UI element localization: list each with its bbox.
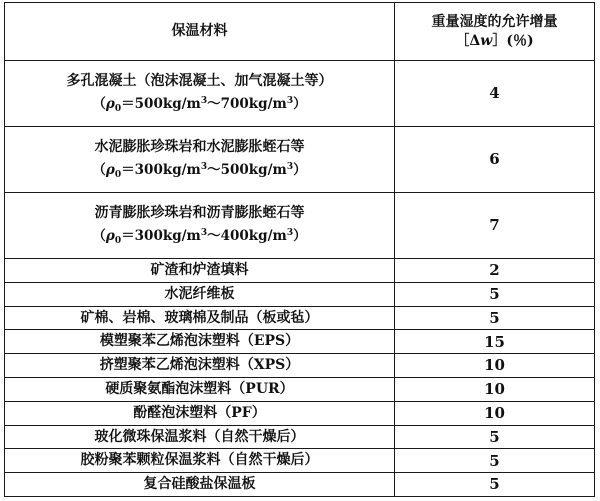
table-header-row [5, 3, 595, 61]
table-row [5, 127, 595, 193]
increment-value: 4 [395, 61, 595, 127]
material-name: 复合硅酸盐保温板 [5, 473, 395, 497]
material-cell [5, 193, 395, 259]
density-formula: $(\rho_0=300kg/m^3\sim 400kg/m^3)$ [92, 227, 307, 246]
table-row [5, 193, 595, 259]
material-name: 胶粉聚苯颗粒保温浆料（自然干燥后） [5, 449, 395, 473]
table-row [5, 401, 595, 425]
table-row [5, 61, 595, 127]
table-row [5, 259, 595, 283]
increment-value: 5 [395, 473, 595, 497]
density-formula: $(\rho_0=300kg/m^3\sim 500kg/m^3)$ [92, 161, 307, 180]
material-name: 挤塑聚苯乙烯泡沫塑料（XPS） [5, 354, 395, 378]
table-row [5, 425, 595, 449]
table-row [5, 449, 595, 473]
material-name: 矿棉、岩棉、玻璃棉及制品（板或毡） [5, 306, 395, 330]
header-increment-unit: ［Δw］(％) [455, 32, 534, 49]
increment-value: 10 [395, 354, 595, 378]
material-name: 玻化微珠保温浆料（自然干燥后） [5, 425, 395, 449]
header-material: 保温材料 [5, 3, 395, 61]
increment-value: 5 [395, 306, 595, 330]
material-cell [5, 127, 395, 193]
material-name: 水泥膨胀珍珠岩和水泥膨胀蛭石等 [94, 138, 305, 155]
header-increment [395, 3, 595, 61]
table-row [5, 306, 595, 330]
increment-value: 5 [395, 425, 595, 449]
density-formula: $(\rho_0=500kg/m^3\sim 700kg/m^3)$ [92, 95, 307, 114]
increment-value: 15 [395, 330, 595, 354]
table-row [5, 473, 595, 497]
increment-value: 10 [395, 401, 595, 425]
increment-value: 2 [395, 259, 595, 283]
material-name: 水泥纤维板 [5, 282, 395, 306]
material-name: 沥青膨胀珍珠岩和沥青膨胀蛭石等 [94, 204, 305, 221]
increment-value: 5 [395, 282, 595, 306]
table-row [5, 282, 595, 306]
header-increment-title: 重量湿度的允许增量 [431, 13, 558, 30]
table-row [5, 377, 595, 401]
increment-value: 10 [395, 377, 595, 401]
table-row [5, 354, 595, 378]
material-name: 多孔混凝土（泡沫混凝土、加气混凝土等） [66, 72, 333, 89]
material-name: 硬质聚氨酯泡沫塑料（PUR） [5, 377, 395, 401]
material-cell [5, 61, 395, 127]
table-row [5, 330, 595, 354]
material-name: 矿渣和炉渣填料 [5, 259, 395, 283]
material-name: 模塑聚苯乙烯泡沫塑料（EPS） [5, 330, 395, 354]
increment-value: 5 [395, 449, 595, 473]
material-name: 酚醛泡沫塑料（PF） [5, 401, 395, 425]
increment-value: 6 [395, 127, 595, 193]
moisture-increment-table [4, 2, 595, 497]
increment-value: 7 [395, 193, 595, 259]
